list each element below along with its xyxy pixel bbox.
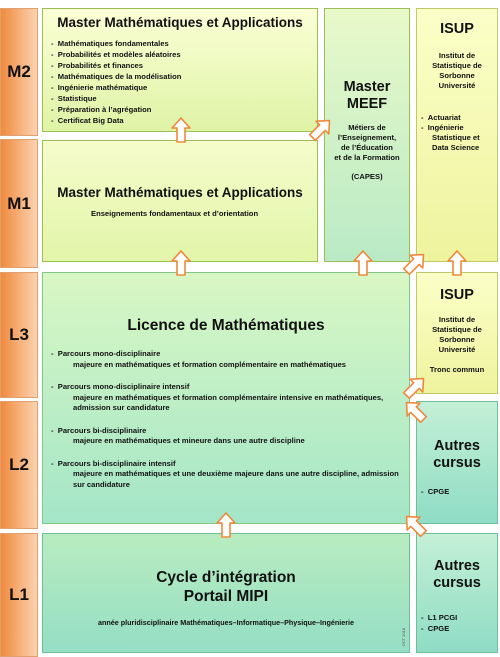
parcours-name: - Parcours mono-disciplinaire: [51, 349, 401, 360]
parcours-desc: majeure en mathématiques et formation complémentaire intensive en mathématiques, admission sur candidature: [73, 392, 384, 412]
list-item: - Certificat Big Data: [51, 115, 317, 126]
date-note: OCT 2018: [401, 627, 406, 646]
master-m2-list: [51, 38, 317, 126]
list-item: - Statistique: [51, 93, 317, 104]
arrow-up-icon: [216, 512, 236, 538]
meef-desc-line-2: l’Enseignement,: [337, 133, 397, 142]
autres-l2-title-line-1: Autres: [434, 438, 480, 454]
level-m2: M2: [0, 8, 38, 136]
list-item: - Préparation à l’agrégation: [51, 104, 317, 115]
isup-licence-tronc: Tronc commun: [429, 365, 485, 374]
isup-master-box: [416, 8, 498, 262]
list-item: - L1 PCGI: [421, 612, 493, 623]
arrow-diagonal-icon: [402, 512, 428, 538]
autres-l2-title: [417, 438, 497, 472]
isup-licence-box: [416, 272, 498, 394]
parcours-desc: majeure en mathématiques et formation complémentaire en mathématiques: [73, 359, 347, 369]
meef-desc-line-1: Métiers de: [348, 123, 386, 132]
list-item: - CPGE: [421, 486, 493, 497]
level-m1: M1: [0, 139, 38, 268]
cycle-title-line-1: Cycle d’intégration: [156, 569, 296, 586]
parcours-name: - Parcours bi-disciplinaire: [51, 426, 401, 437]
arrow-up-icon: [171, 117, 191, 143]
licence-parcours-list: [51, 349, 401, 490]
arrow-diagonal-icon: [402, 374, 428, 400]
list-item: - Probabilités et modèles aléatoires: [51, 49, 317, 60]
level-l1: L1: [0, 533, 38, 657]
master-m2-box: [42, 8, 318, 132]
isup-licence-desc-line-4: Université: [438, 345, 476, 354]
parcours-item: [51, 459, 401, 491]
list-item: - Mathématiques fondamentales: [51, 38, 317, 49]
autres-l1-list: [421, 612, 493, 634]
arrow-diagonal-icon: [402, 398, 428, 424]
list-item: - Actuariat: [421, 113, 493, 123]
level-l2: L2: [0, 401, 38, 529]
meef-description: [325, 123, 409, 163]
isup-master-desc-line-1: Institut de: [438, 51, 476, 60]
isup-master-desc-line-2: Statistique de: [432, 61, 482, 70]
licence-title: Licence de Mathématiques: [127, 317, 325, 334]
autres-cursus-l1-box: [416, 533, 498, 653]
cycle-title-line-2: Portail MIPI: [183, 588, 269, 605]
list-item: - Mathématiques de la modélisation: [51, 71, 317, 82]
master-m2-title: Master Mathématiques et Applications: [57, 15, 303, 30]
master-m1-box: [42, 140, 318, 262]
arrow-diagonal-icon: [308, 116, 334, 142]
level-l3: L3: [0, 272, 38, 398]
isup-master-list: [421, 113, 493, 153]
isup-master-title: ISUP: [440, 21, 474, 37]
autres-l2-list: [421, 486, 493, 497]
parcours-name: - Parcours mono-disciplinaire intensif: [51, 382, 401, 393]
isup-licence-title: ISUP: [440, 287, 474, 303]
master-m1-subtitle: Enseignements fondamentaux et d’orientation: [91, 209, 259, 218]
cycle-title: [43, 568, 409, 606]
licence-box: [42, 272, 410, 524]
autres-cursus-l2-box: [416, 401, 498, 524]
parcours-name: - Parcours bi-disciplinaire intensif: [51, 459, 401, 470]
parcours-item: [51, 426, 401, 447]
meef-title-line-1: Master: [343, 79, 391, 95]
isup-licence-description: [417, 315, 497, 355]
parcours-item: [51, 382, 401, 414]
cycle-integration-box: [42, 533, 410, 653]
list-item: - Ingénierie Statistique et Data Science: [421, 123, 493, 153]
isup-licence-desc-line-3: Sorbonne: [439, 335, 475, 344]
autres-l1-title: [417, 558, 497, 592]
isup-master-desc-line-4: Université: [438, 81, 476, 90]
isup-master-desc-line-3: Sorbonne: [439, 71, 475, 80]
list-item: - Probabilités et finances: [51, 60, 317, 71]
autres-l2-title-line-2: cursus: [433, 455, 481, 471]
meef-title: [325, 79, 409, 113]
cycle-description: année pluridisciplinaire Mathématiques–Informatique–Physique–Ingénierie: [97, 618, 355, 627]
meef-desc-line-4: et de la Formation: [334, 153, 400, 162]
meef-capes: (CAPES): [351, 172, 383, 181]
isup-licence-desc-line-1: Institut de: [438, 315, 476, 324]
meef-desc-line-3: de l’Éducation: [341, 143, 393, 152]
isup-master-description: [417, 51, 497, 91]
list-item: - CPGE: [421, 623, 493, 634]
arrow-up-icon: [353, 250, 373, 276]
master-m1-title: Master Mathématiques et Applications: [57, 185, 303, 200]
parcours-desc: majeure en mathématiques et mineure dans une autre discipline: [73, 436, 305, 445]
autres-l1-title-line-2: cursus: [433, 575, 481, 591]
parcours-desc: majeure en mathématiques et une deuxième majeure dans une autre discipline, admission sur candidature: [73, 469, 399, 489]
autres-l1-title-line-1: Autres: [434, 558, 480, 574]
parcours-item: [51, 349, 401, 370]
arrow-up-icon: [447, 250, 467, 276]
isup-licence-desc-line-2: Statistique de: [432, 325, 482, 334]
meef-title-line-2: MEEF: [346, 96, 388, 112]
arrow-diagonal-icon: [402, 250, 428, 276]
arrow-up-icon: [171, 250, 191, 276]
meef-box: [324, 8, 410, 262]
list-item: - Ingénierie mathématique: [51, 82, 317, 93]
